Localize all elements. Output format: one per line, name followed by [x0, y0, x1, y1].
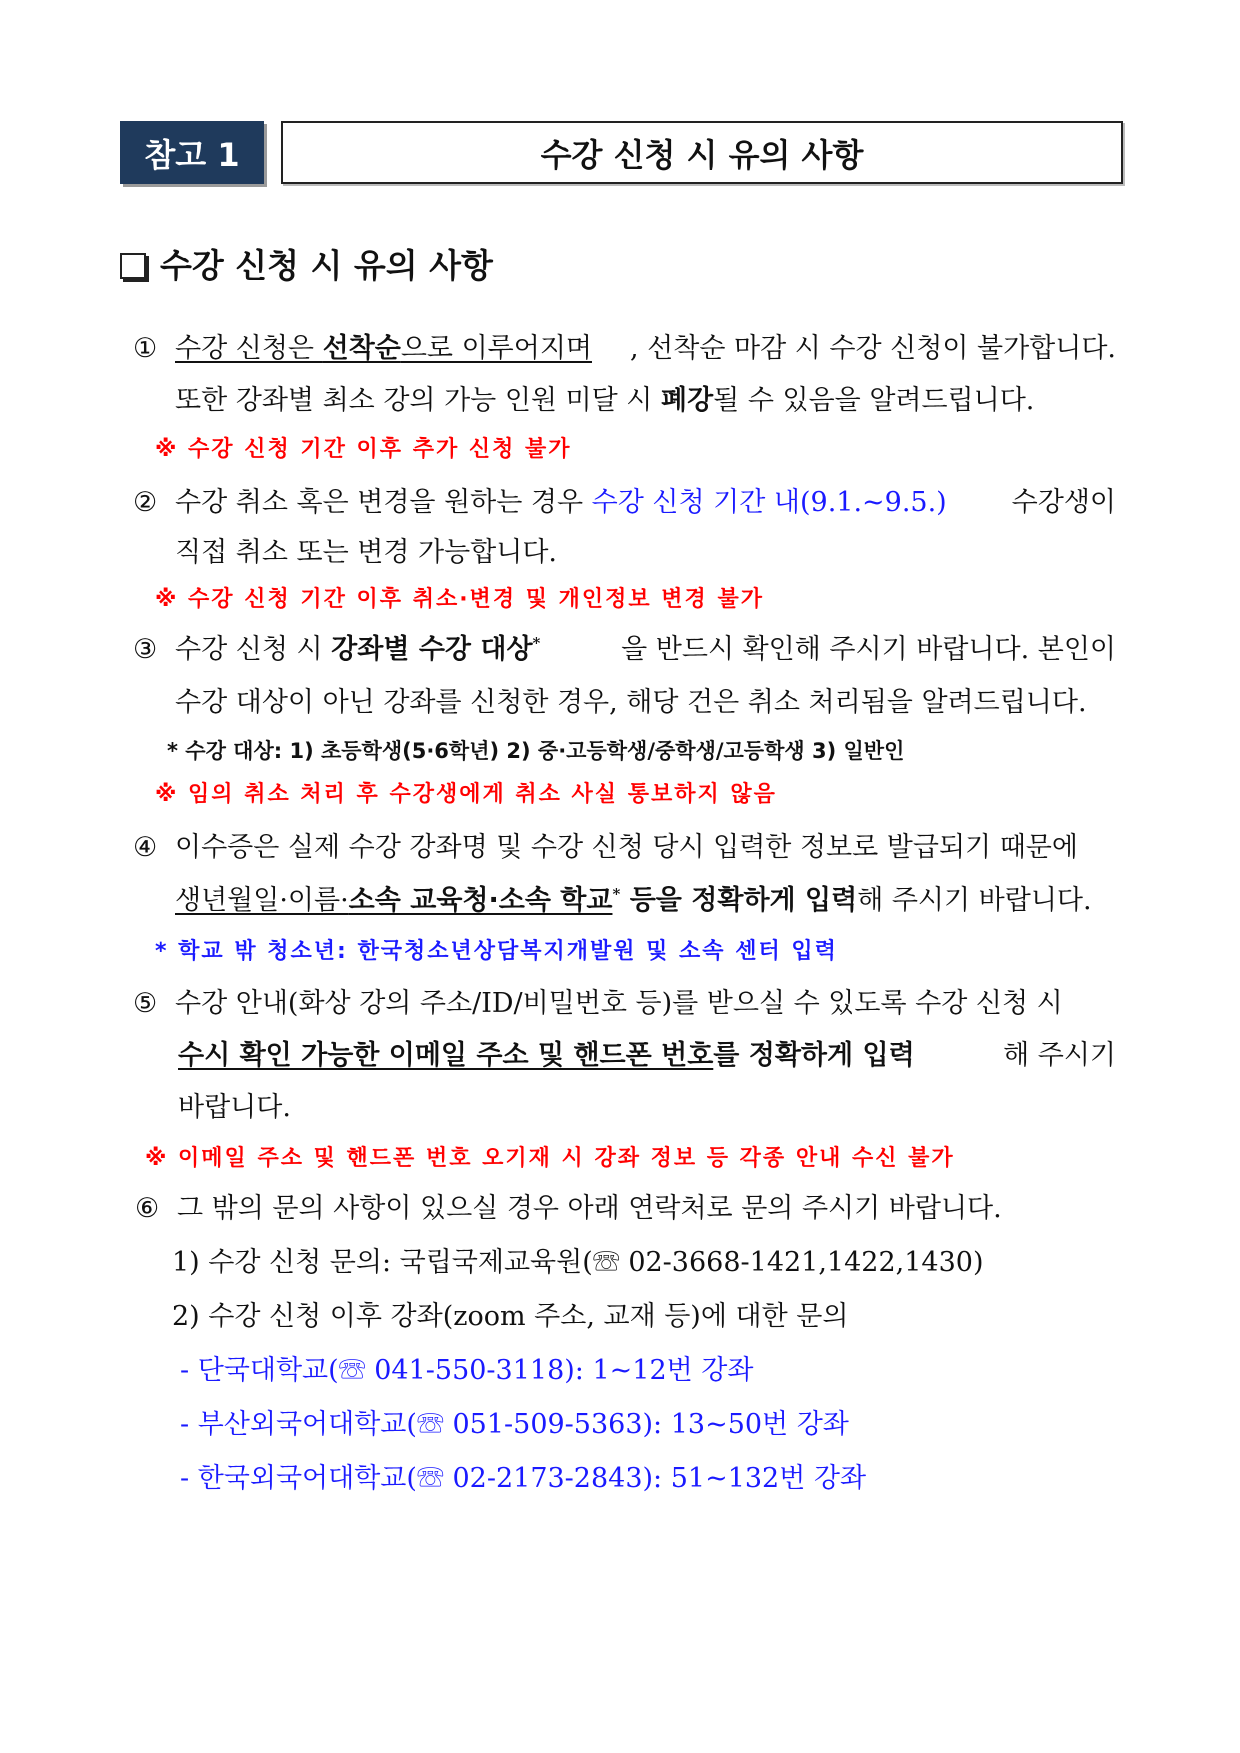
square-checkbox-icon: [120, 253, 146, 279]
inquiry-after-enrollment: 2) 수강 신청 이후 강좌(zoom 주소, 교재 등)에 대한 문의: [172, 1301, 849, 1332]
item-3-line-1: ③ 수강 신청 시 강좌별 수강 대상* 을 반드시 확인해 주시기 바랍니다. 본인이: [133, 634, 1116, 665]
reference-badge: 참고 1: [120, 121, 264, 184]
item-6-line-1: ⑥ 그 밖의 문의 사항이 있으실 경우 아래 연락처로 문의 주시기 바랍니다.: [135, 1193, 1002, 1224]
item-number: ②: [133, 487, 158, 518]
item-4-underlined: 생년월일·이름·소속 교육청·소속 학교: [175, 885, 613, 916]
section-heading-text: 수강 신청 시 유의 사항: [160, 246, 493, 285]
item-2-line-2: 직접 취소 또는 변경 가능합니다.: [175, 537, 557, 568]
item-2-line-1: ② 수강 취소 혹은 변경을 원하는 경우 수강 신청 기간 내(9.1.~9.5.) 수강생이: [133, 487, 1116, 518]
item-3-line-2: 수강 대상이 아닌 강좌를 신청한 경우, 해당 건은 취소 처리됨을 알려드립니다.: [175, 687, 1087, 718]
item-5-line-2: 수시 확인 가능한 이메일 주소 및 핸드폰 번호를 정확하게 입력 해 주시기: [178, 1040, 1116, 1071]
contact-busan: - 부산외국어대학교(☏ 051-509-5363): 13~50번 강좌: [180, 1409, 849, 1440]
item-4-line-1: ④ 이수증은 실제 수강 강좌명 및 수강 신청 당시 입력한 정보로 발급되기 때문에: [133, 832, 1078, 863]
item-number: ⑤: [133, 988, 158, 1019]
item-2-period-highlight: 수강 신청 기간 내(9.1.~9.5.): [591, 487, 947, 518]
item-1-text: , 선착순 마감 시 수강 신청이 불가합니다.: [630, 333, 1116, 364]
item-1-underlined: 수강 신청은 선착순으로 이루어지며: [175, 333, 592, 364]
item-4-line-2: 생년월일·이름·소속 교육청·소속 학교* 등을 정확하게 입력해 주시기 바랍니다.: [175, 885, 1092, 916]
item-3-warning-note: ※ 임의 취소 처리 후 수강생에게 취소 사실 통보하지 않음: [155, 782, 777, 807]
item-number: ⑥: [135, 1193, 160, 1224]
item-5-line-1: ⑤ 수강 안내(화상 강의 주소/ID/비밀번호 등)를 받으실 수 있도록 수강 신청 시: [133, 988, 1063, 1019]
item-number: ①: [133, 333, 158, 364]
page-title: 수강 신청 시 유의 사항: [281, 121, 1123, 184]
item-3-footnote: * 수강 대상: 1) 초등학생(5·6학년) 2) 중·고등학생/중학생/고등학생 3) 일반인: [167, 739, 905, 763]
item-1-line-1: [133, 326, 1116, 365]
item-5-line-3: 바랍니다.: [178, 1092, 291, 1123]
contact-hufs: - 한국외국어대학교(☏ 02-2173-2843): 51~132번 강좌: [180, 1463, 867, 1494]
inquiry-enrollment: 1) 수강 신청 문의: 국립국제교육원(☏ 02-3668-1421,1422,1430): [172, 1247, 984, 1278]
item-4-footnote: * 학교 밖 청소년: 한국청소년상담복지개발원 및 소속 센터 입력: [155, 939, 838, 964]
item-1-line-2: 또한 강좌별 최소 강의 가능 인원 미달 시 폐강될 수 있음을 알려드립니다.: [175, 385, 1035, 416]
item-5-underlined: 수시 확인 가능한 이메일 주소 및 핸드폰 번호: [178, 1040, 714, 1071]
section-heading: [120, 240, 493, 287]
item-2-warning-note: ※ 수강 신청 기간 이후 취소·변경 및 개인정보 변경 불가: [155, 587, 764, 612]
item-5-warning-note: ※ 이메일 주소 및 핸드폰 번호 오기재 시 강좌 정보 등 각종 안내 수신 불가: [145, 1146, 955, 1171]
item-1-warning-note: ※ 수강 신청 기간 이후 추가 신청 불가: [155, 437, 572, 462]
item-number: ④: [133, 832, 158, 863]
contact-dankook: - 단국대학교(☏ 041-550-3118): 1~12번 강좌: [180, 1355, 754, 1386]
item-number: ③: [133, 634, 158, 665]
